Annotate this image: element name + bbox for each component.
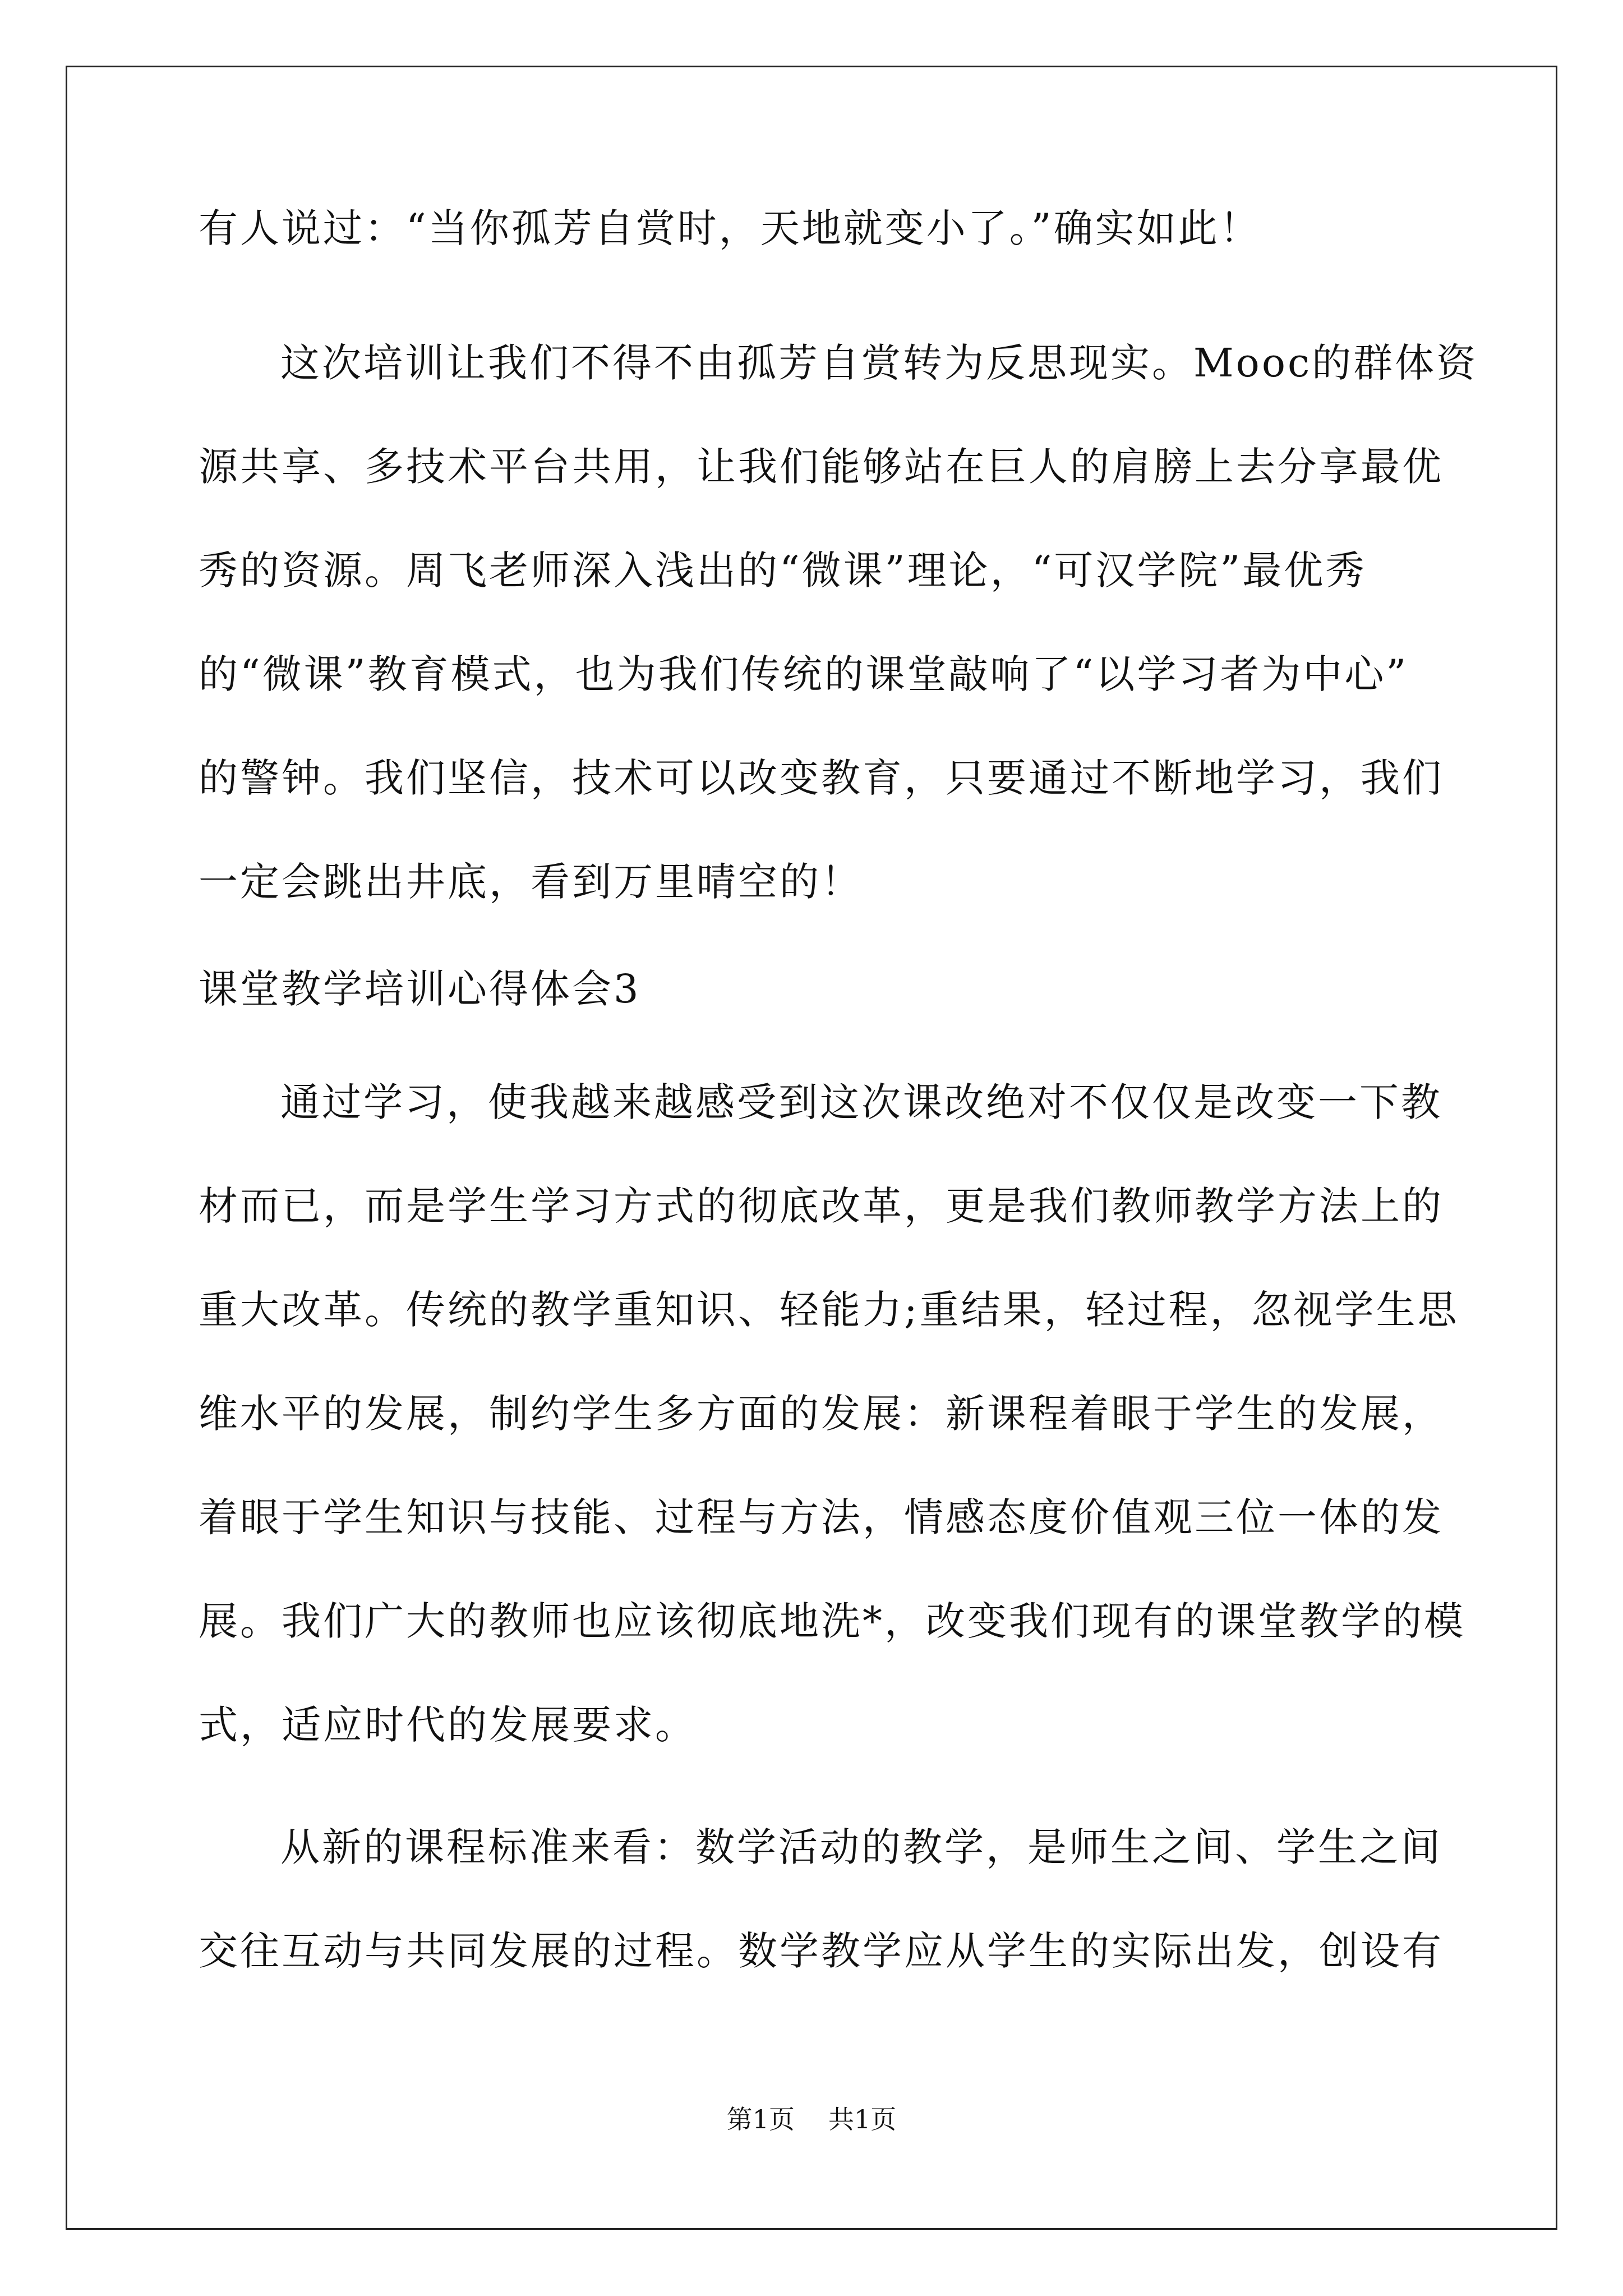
text-line: 展。我们广大的教师也应该彻底地洗*，改变我们现有的课堂教学的模 xyxy=(199,1598,1465,1644)
text-line: 重大改革。传统的教学重知识、轻能力;重结果，轻过程，忽视学生思 xyxy=(199,1287,1459,1333)
page-total: 共1页 xyxy=(828,2104,897,2134)
text-line: 着眼于学生知识与技能、过程与方法，情感态度价值观三位一体的发 xyxy=(199,1494,1444,1540)
text-line: 的警钟。我们坚信，技术可以改变教育，只要通过不断地学习，我们 xyxy=(199,755,1444,801)
text-line: 的“微课”教育模式，也为我们传统的课堂敲响了“以学习者为中心” xyxy=(199,651,1409,697)
text-line: 维水平的发展，制约学生多方面的发展：新课程着眼于学生的发展， xyxy=(199,1391,1444,1437)
page-border xyxy=(66,66,1557,2230)
text-line: 秀的资源。周飞老师深入浅出的“微课”理论，“可汉学院”最优秀 xyxy=(199,547,1367,593)
text-line: 材而已，而是学生学习方式的彻底改革，更是我们教师教学方法上的 xyxy=(199,1183,1444,1229)
text-line: 交往互动与共同发展的过程。数学教学应从学生的实际出发，创设有 xyxy=(199,1928,1444,1974)
page-number: 第1页 xyxy=(726,2104,795,2134)
text-line: 式，适应时代的发展要求。 xyxy=(199,1702,697,1748)
text-line: 一定会跳出井底，看到万里晴空的！ xyxy=(199,859,863,905)
text-line: 这次培训让我们不得不由孤芳自赏转为反思现实。Mooc的群体资 xyxy=(280,340,1478,386)
text-line: 从新的课程标准来看：数学活动的教学，是师生之间、学生之间 xyxy=(280,1824,1442,1870)
text-line: 有人说过：“当你孤芳自赏时，天地就变小了。”确实如此！ xyxy=(199,205,1261,251)
section-heading: 课堂教学培训心得体会3 xyxy=(199,966,641,1012)
text-line: 通过学习，使我越来越感受到这次课改绝对不仅仅是改变一下教 xyxy=(280,1079,1442,1125)
page-footer xyxy=(0,2102,1623,2136)
text-line: 源共享、多技术平台共用，让我们能够站在巨人的肩膀上去分享最优 xyxy=(199,444,1444,490)
